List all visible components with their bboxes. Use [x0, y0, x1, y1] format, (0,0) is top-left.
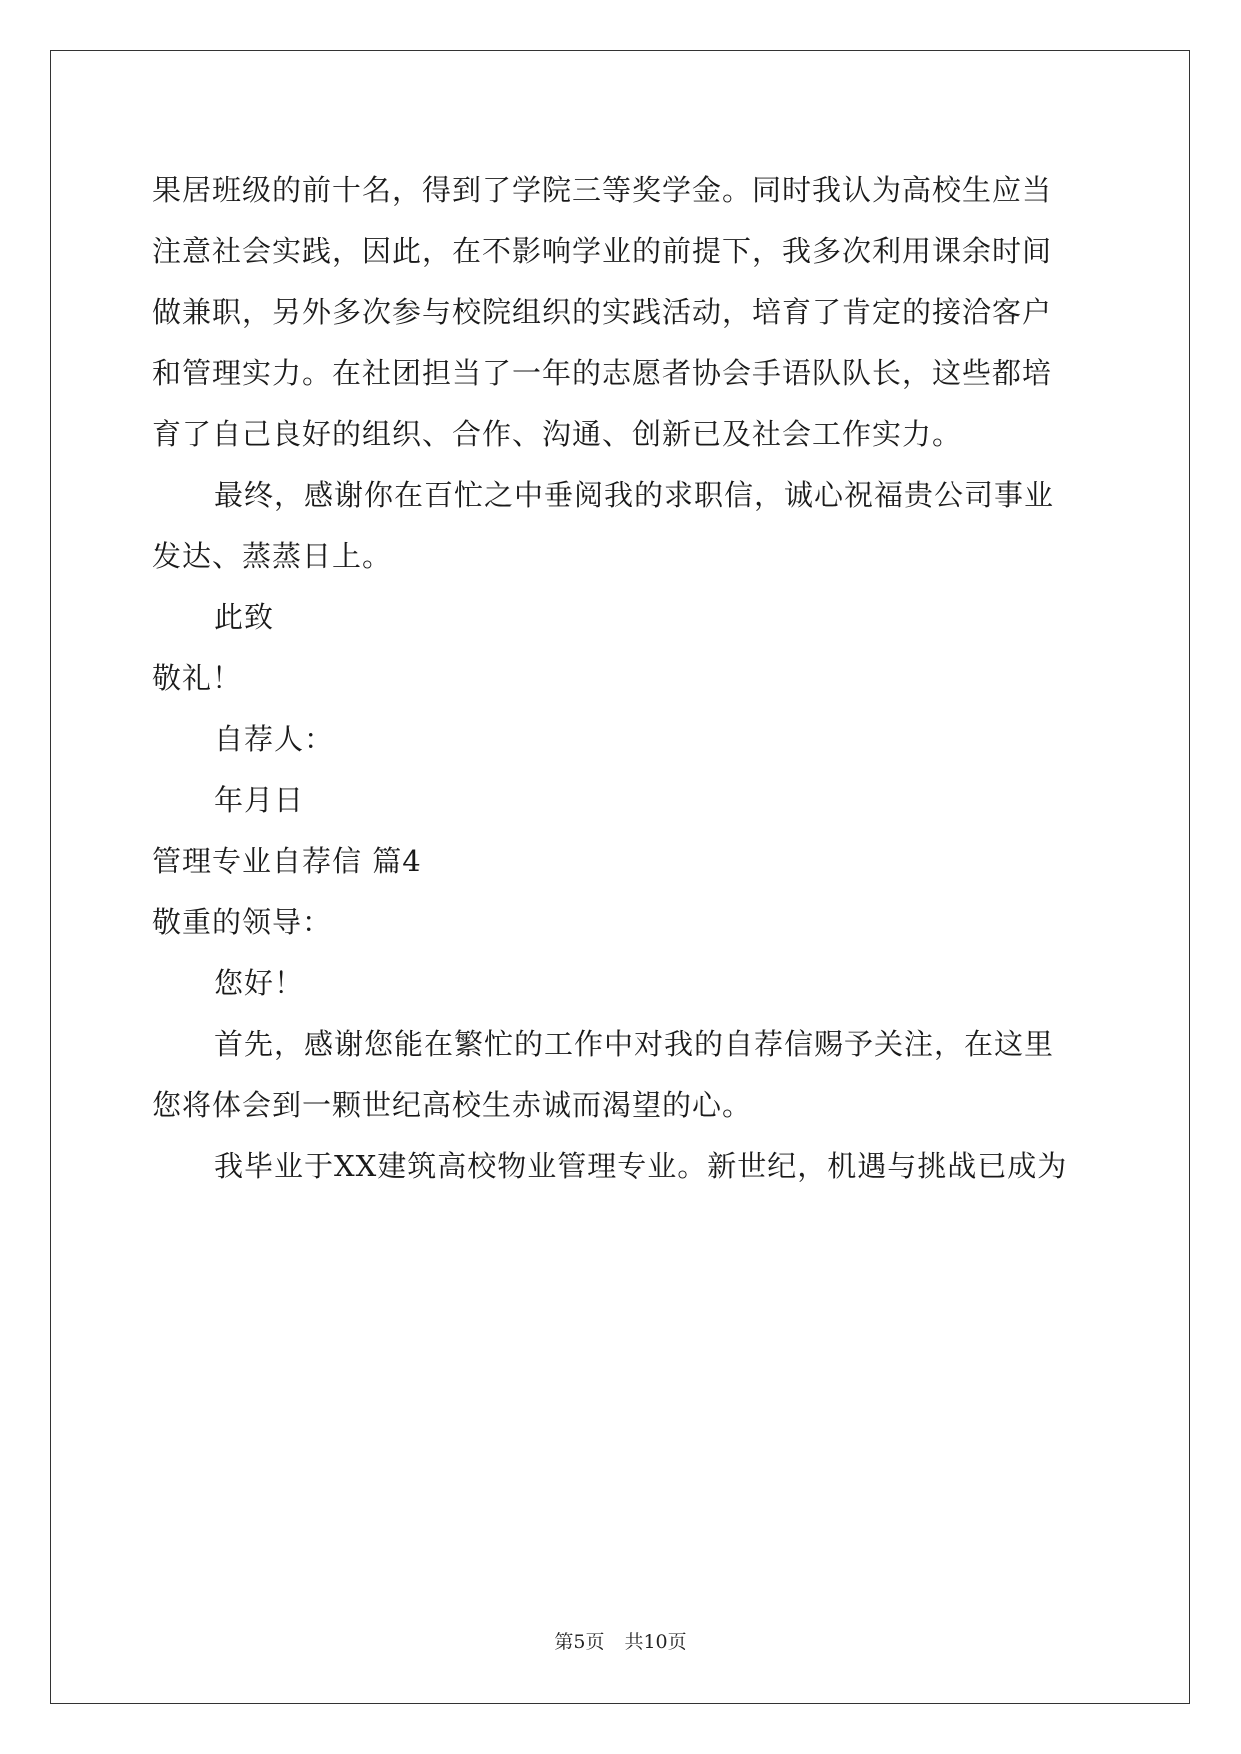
paragraph-line: 果居班级的前十名，得到了学院三等奖学金。同时我认为高校生应当 [152, 173, 1053, 207]
paragraph-line: 注意社会实践，因此，在不影响学业的前提下，我多次利用课余时间 [152, 234, 1053, 268]
paragraph-line: 首先，感谢您能在繁忙的工作中对我的自荐信赐予关注，在这里 [214, 1027, 1055, 1061]
date-line: 年月日 [214, 783, 305, 817]
document-body [152, 160, 1089, 1197]
paragraph-line: 和管理实力。在社团担当了一年的志愿者协会手语队队长，这些都培 [152, 356, 1053, 390]
paragraph-line: 做兼职，另外多次参与校院组织的实践活动，培育了肯定的接洽客户 [152, 295, 1053, 329]
paragraph-line: 我毕业于XX建筑高校物业管理专业。新世纪，机遇与挑战已成为 [214, 1149, 1068, 1183]
letter-greeting: 敬重的领导： [152, 905, 333, 939]
signature-label: 自荐人： [214, 722, 335, 756]
page-number: 第5页 [554, 1631, 605, 1653]
section-heading: 管理专业自荐信 篇4 [152, 844, 422, 878]
paragraph-line: 发达、蒸蒸日上。 [152, 539, 393, 573]
closing-regards: 敬礼！ [152, 661, 243, 695]
paragraph-line: 育了自己良好的组织、合作、沟通、创新已及社会工作实力。 [152, 417, 963, 451]
closing-salutation: 此致 [214, 600, 275, 634]
letter-hello: 您好！ [214, 966, 305, 1000]
page-footer [0, 1627, 1241, 1654]
paragraph-line: 您将体会到一颗世纪高校生赤诚而渴望的心。 [152, 1088, 753, 1122]
paragraph-line: 最终，感谢你在百忙之中垂阅我的求职信，诚心祝福贵公司事业 [214, 478, 1055, 512]
page-total: 共10页 [624, 1631, 687, 1653]
